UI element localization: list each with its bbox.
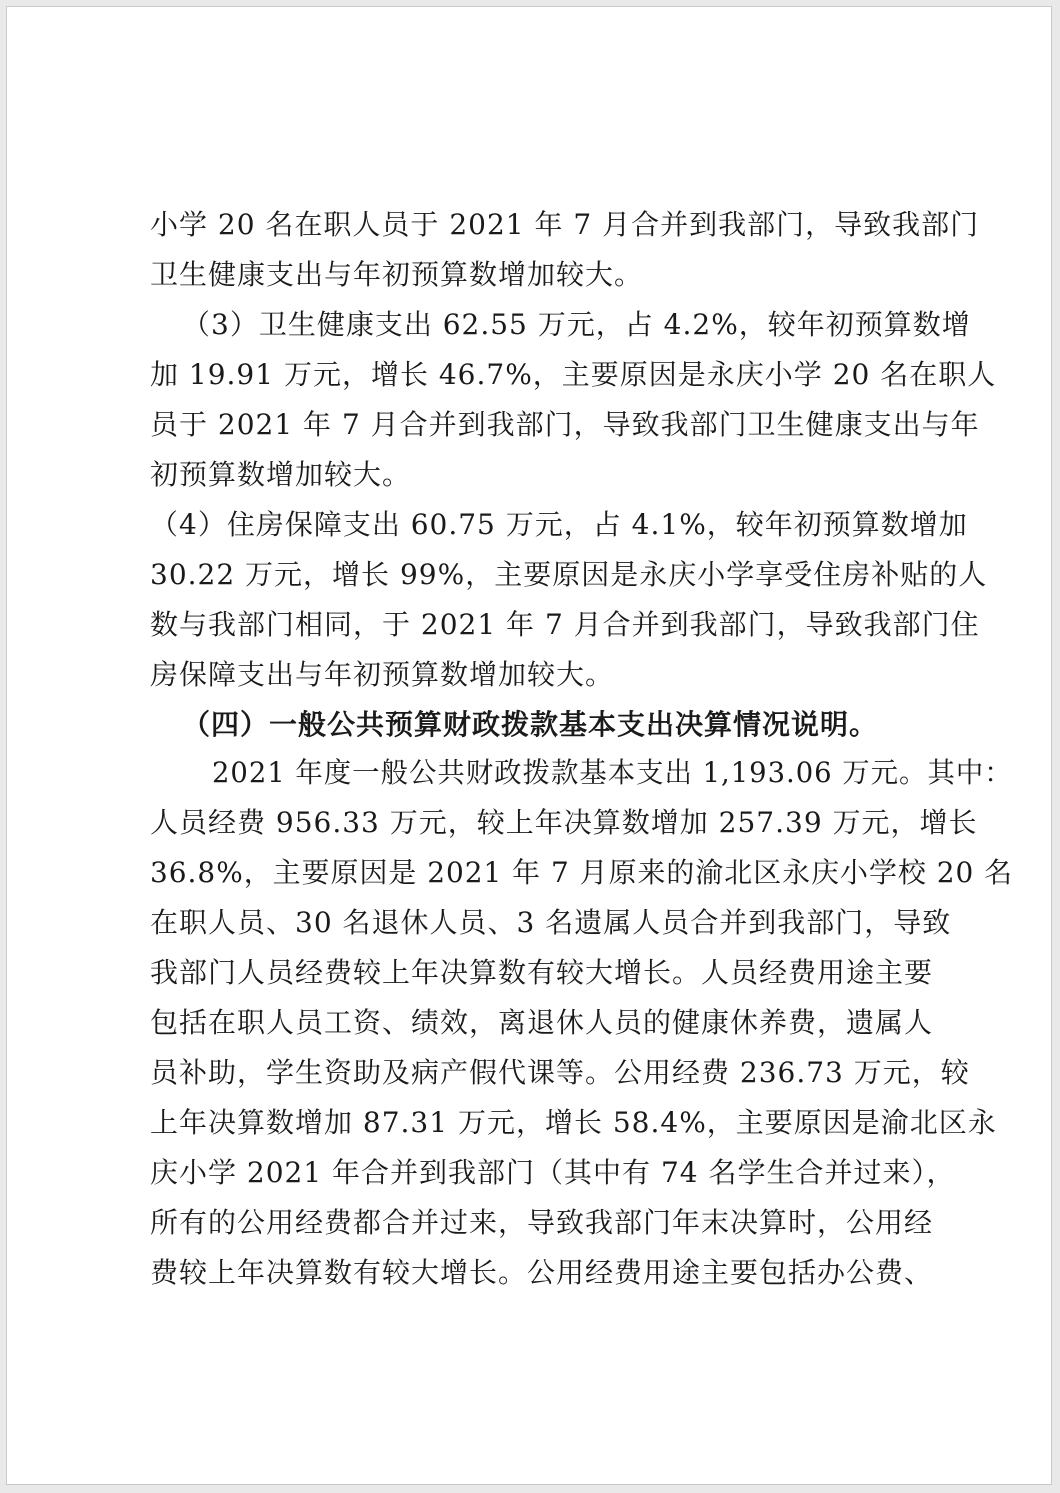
text-line: 庆小学 2021 年合并到我部门（其中有 74 名学生合并过来），: [150, 1156, 956, 1189]
text-line: 房保障支出与年初预算数增加较大。: [150, 658, 615, 691]
text-line: 2021 年度一般公共财政拨款基本支出 1,193.06 万元。其中：: [212, 756, 1013, 789]
text-line: 36.8%，主要原因是 2021 年 7 月原来的渝北区永庆小学校 20 名: [150, 856, 1014, 889]
text-line: 人员经费 956.33 万元，较上年决算数增加 257.39 万元，增长: [150, 806, 978, 839]
text-line: 小学 20 名在职人员于 2021 年 7 月合并到我部门，导致我部门: [150, 208, 980, 241]
text-line: 所有的公用经费都合并过来，导致我部门年末决算时，公用经: [150, 1206, 934, 1239]
text-line: 初预算数增加较大。: [150, 458, 412, 491]
text-line: （4）住房保障支出 60.75 万元，占 4.1%，较年初预算数增加: [150, 508, 968, 541]
text-line: 在职人员、30 名退休人员、3 名遗属人员合并到我部门，导致: [150, 906, 952, 939]
text-line: 上年决算数增加 87.31 万元，增长 58.4%，主要原因是渝北区永: [150, 1106, 997, 1139]
text-line: 数与我部门相同，于 2021 年 7 月合并到我部门，导致我部门住: [150, 608, 980, 641]
document-page: [6, 6, 1052, 1485]
section-heading: （四）一般公共预算财政拨款基本支出决算情况说明。: [182, 708, 879, 741]
text-line: 我部门人员经费较上年决算数有较大增长。人员经费用途主要: [150, 956, 934, 989]
text-line: 包括在职人员工资、绩效，离退休人员的健康休养费，遗属人: [150, 1006, 934, 1039]
text-line: 加 19.91 万元，增长 46.7%，主要原因是永庆小学 20 名在职人: [150, 358, 997, 391]
text-line: 卫生健康支出与年初预算数增加较大。: [150, 258, 644, 291]
text-line: 员于 2021 年 7 月合并到我部门，导致我部门卫生健康支出与年: [150, 408, 980, 441]
text-line: 30.22 万元，增长 99%，主要原因是永庆小学享受住房补贴的人: [150, 558, 988, 591]
text-line: 费较上年决算数有较大增长。公用经费用途主要包括办公费、: [150, 1256, 934, 1289]
text-line: 员补助，学生资助及病产假代课等。公用经费 236.73 万元，较: [150, 1056, 970, 1089]
text-line: （3）卫生健康支出 62.55 万元，占 4.2%，较年初预算数增: [182, 308, 971, 341]
